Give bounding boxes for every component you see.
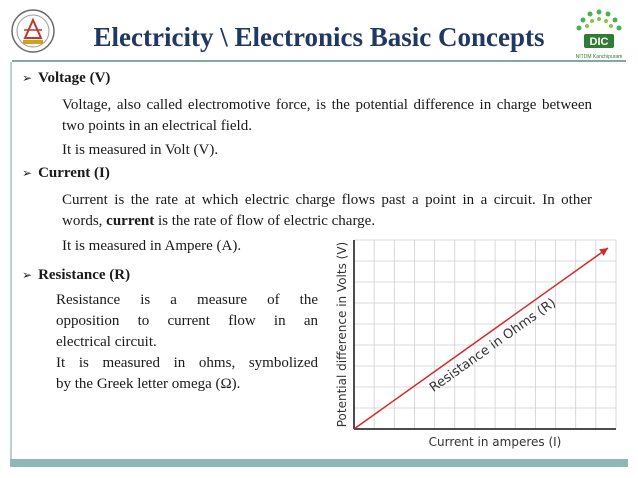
current-measure: It is measured in Ampere (A). <box>62 238 242 254</box>
y-axis-label: Potential difference in Volts (V) <box>335 241 349 428</box>
bullet-current <box>22 165 110 182</box>
left-accent-bar <box>10 62 12 462</box>
voltage-heading: Voltage (V) <box>38 70 111 86</box>
dic-logo-right <box>570 6 628 60</box>
series-arrow-head <box>599 248 608 256</box>
slide-title: Electricity \ Electronics Basic Concepts <box>93 22 545 52</box>
arrow-bullet-icon: ➢ <box>22 166 33 180</box>
series-label-resistance: Resistance in Ohms (R) <box>426 295 559 396</box>
resistance-description <box>56 290 318 395</box>
bottom-accent-bar <box>10 459 628 467</box>
institute-logo-left <box>10 8 56 54</box>
resistance-line: Resistance is a measure of the <box>56 292 318 308</box>
resistance-line: electrical circuit. <box>56 334 157 350</box>
arrow-bullet-icon: ➢ <box>22 71 33 85</box>
voltage-description: Voltage, also called electromotive force, is the potential difference in charge between two points in an electrical field. <box>62 97 592 134</box>
bullet-resistance <box>22 267 130 284</box>
bullet-voltage <box>22 70 110 87</box>
voltage-measure: It is measured in Volt (V). <box>62 142 219 158</box>
current-heading: Current (I) <box>38 165 110 181</box>
resistance-heading: Resistance (R) <box>38 267 131 283</box>
arrow-bullet-icon: ➢ <box>22 268 33 282</box>
dic-logo-caption: NITDM Kanchipuram <box>575 54 623 60</box>
current-text-after: is the rate of flow of electric charge. <box>154 213 376 229</box>
x-axis-label: Current in amperes (I) <box>428 435 562 449</box>
title-divider <box>12 60 626 62</box>
current-bold-word: current <box>106 213 155 229</box>
resistance-line: opposition to current flow in an <box>56 313 318 329</box>
current-description <box>62 190 592 232</box>
resistance-line: It is measured in ohms, symbolized <box>56 355 318 371</box>
svg-text:DIC: DIC <box>589 36 609 48</box>
series-line-resistance <box>354 248 608 429</box>
ohms-law-chart <box>334 234 624 458</box>
current-text-before: Current is the rate at which electric charge flows past a point in a circuit. In other words, <box>62 192 592 229</box>
resistance-line: by the Greek letter omega (Ω). <box>56 376 241 392</box>
